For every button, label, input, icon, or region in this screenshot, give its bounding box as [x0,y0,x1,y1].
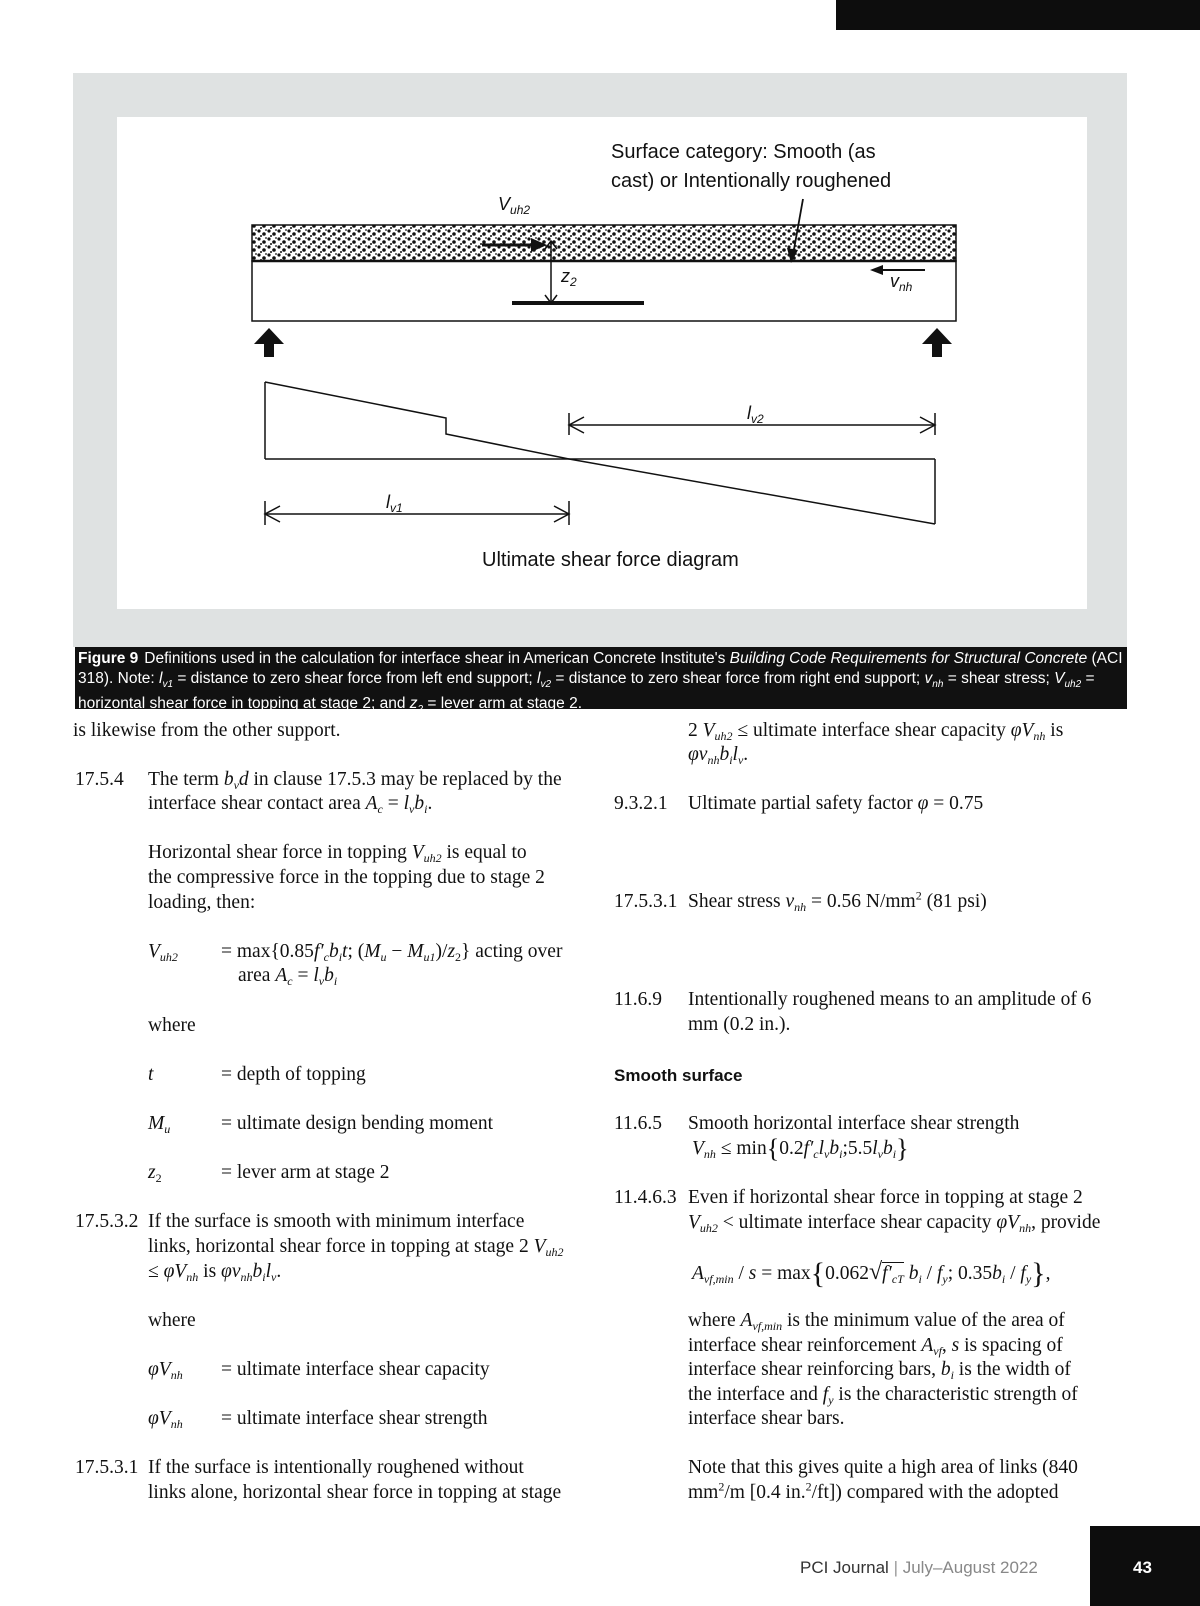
lv1-label: $l_{v1}$ [386,492,403,515]
definition: = lever arm at stage 2 [221,1162,390,1183]
clause-text: The term $b_vd$ in clause 17.5.3 may be replaced by the [148,769,562,792]
left-support-arrow [254,328,284,357]
clause-text: Even if horizontal shear force in topping at stage 2 [688,1187,1083,1208]
paragraph-line: Horizontal shear force in topping $V_{uh2}$ is equal to [148,842,527,865]
clause-text: Ultimate partial safety factor φ = 0.75 [688,793,984,814]
where-label: where [148,1015,196,1036]
clause-text: Intentionally roughened means to an amplitude of 6 [688,989,1092,1010]
clause-number: 11.6.9 [614,989,663,1010]
clause-text: interface shear contact area $A_c = l_vb_i$. [148,793,433,816]
paragraph-line: loading, then: [148,892,256,913]
caption-label: Figure 9 [78,650,139,667]
clause-text: links alone, horizontal shear force in topping at stage [148,1482,562,1503]
symbol: t [148,1064,154,1085]
right-support-arrow [922,328,952,357]
clause-text: ≤ $\varphi V_{nh}$ is $\varphi v_{nh}b_il_v$. [148,1261,282,1284]
symbol: $\varphi V_{nh}$ [148,1359,183,1382]
continued-text: is likewise from the other support. [73,720,341,741]
definition: = depth of topping [221,1064,366,1085]
paragraph-line: $mm^2/m$ [0.4 in.$^2$/ft]) compared with the adopted [688,1479,1059,1503]
paragraph-line: $\varphi v_{nh}b_il_v$. [688,744,749,767]
figure-caption: Figure 9 Definitions used in the calculation for interface shear in American Concrete Institute's Building Code Requirements for Structural Concrete (ACI 318). Note: $l_{v1}$ = distance to zero shear force from left end support; $l_{v2}$ = distance to zero shear force from right end support; $v_{nh}$ = shear stress; $V_{uh2}$ = horizontal shear force in topping at stage 2; and $z_2$ = lever arm at stage 2. [75,647,1127,709]
paragraph-line: the interface and $f_y$ is the characteristic strength of [688,1384,1078,1407]
vuh2-label: $V_{uh2}$ [498,194,531,217]
clause-number: 17.5.3.2 [75,1211,139,1232]
clause-text: mm (0.2 in.). [688,1014,791,1035]
surface-category-label-line2: cast) or Intentionally roughened [611,170,892,192]
shear-force-diagram [265,382,935,524]
paragraph-line: where $A_{vf,min}$ is the minimum value of the area of [688,1310,1065,1333]
symbol: $\varphi V_{nh}$ [148,1408,183,1431]
clause-text: Smooth horizontal interface shear strength [688,1113,1020,1134]
journal-footer [800,1558,1038,1578]
clause-number: 11.4.6.3 [614,1187,677,1208]
equation: $A_{vf,min} / s = \max\{0.062√f'_{cT}$ $b_i / f_y$; $0.35b_i / f_y$}, [692,1257,1051,1290]
paragraph-line: interface shear reinforcement $A_{vf}$, s is spacing of [688,1335,1063,1358]
beam-shear-diagram [117,117,1087,609]
clause-text: Shear stress $v_{nh} = 0.56$ $N/mm^2$ (81 psi) [688,888,987,914]
precast-beam [252,261,956,321]
equation: area $A_c = l_vb_i$ [238,965,338,988]
clause-text: If the surface is smooth with minimum interface [148,1211,525,1232]
definition: = ultimate interface shear strength [221,1408,488,1429]
paragraph-line: Note that this gives quite a high area of links (840 [688,1457,1078,1478]
clause-text: If the surface is intentionally roughened without [148,1457,524,1478]
diagram-title: Ultimate shear force diagram [482,549,739,571]
z2-label: $z_2$ [561,266,577,289]
paragraph-line: interface shear reinforcing bars, $b_i$ is the width of [688,1359,1071,1382]
clause-number: 17.5.3.1 [614,891,678,912]
section-heading: Smooth surface [614,1066,743,1085]
clause-number: 17.5.3.1 [75,1457,139,1478]
equation-symbol: $V_{uh2}$ [148,941,178,964]
symbol: $M_u$ [148,1113,171,1136]
clause-number: 9.3.2.1 [614,793,668,814]
paragraph-line: interface shear bars. [688,1408,845,1429]
equation: $V_{nh}$ ≤ $\min\{0.2f'_cl_vb_i;5.5l_vb_i\}$ [692,1134,909,1163]
definition: = ultimate interface shear capacity [221,1359,490,1380]
lv2-label: $l_{v2}$ [747,403,764,426]
paragraph-line: 2 $V_{uh2}$ ≤ ultimate interface shear capacity $\varphi V_{nh}$ is [688,720,1064,743]
topping-layer [252,225,956,261]
page-number: 43 [1133,1558,1152,1577]
clause-number: 11.6.5 [614,1113,663,1134]
clause-text: $V_{uh2}$ < ultimate interface shear capacity $\varphi V_{nh}$, provide [688,1212,1101,1235]
lv1-dimension [265,501,569,525]
clause-number: 17.5.4 [75,769,124,790]
issue-date: July–August 2022 [902,1558,1038,1577]
definition: = ultimate design bending moment [221,1113,494,1134]
clause-text: links, horizontal shear force in topping at stage 2 $V_{uh2}$ [148,1236,564,1259]
footer-separator: | [893,1558,898,1577]
where-label: where [148,1310,196,1331]
paragraph-line: the compressive force in the topping due to stage 2 [148,867,545,888]
vnh-label: $v_{nh}$ [890,271,913,294]
journal-name: PCI Journal [800,1558,889,1577]
top-black-bar [836,0,1200,30]
equation: = $\max\{0.85f'_cb_it$; $(M_u - M_{u1})/z_2$} acting over [221,941,563,964]
surface-category-label-line1: Surface category: Smooth (as [611,141,876,163]
symbol: $z_2$ [148,1162,162,1185]
